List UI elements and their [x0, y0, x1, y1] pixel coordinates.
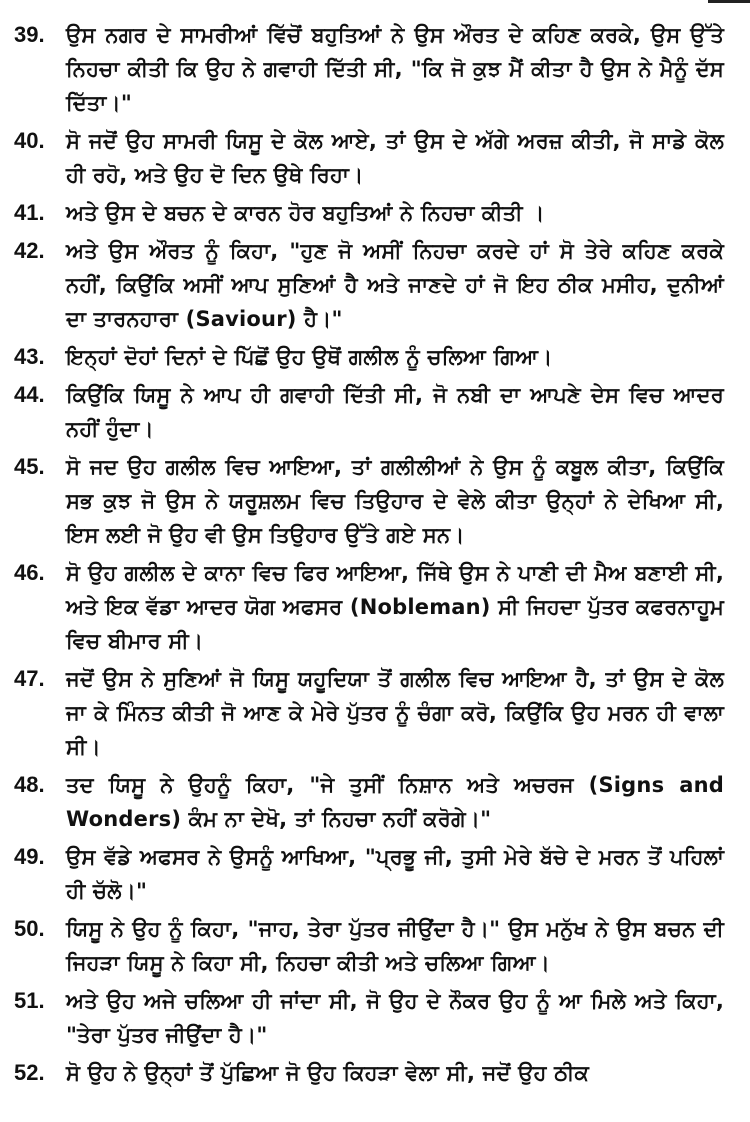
- verse-text: ਉਸ ਨਗਰ ਦੇ ਸਾਮਰੀਆਂ ਵਿੱਚੋਂ ਬਹੁਤਿਆਂ ਨੇ ਉਸ ਔਰਤ ਦੇ ਕਹਿਣ ਕਰਕੇ, ਉਸ ਉੱਤੇ ਨਿਹਚਾ ਕੀਤੀ ਕਿ ਉਹ ਨੇ ਗਵਾਹੀ ਦਿੱਤੀ ਸੀ, "ਕਿ ਜੋ ਕੁਝ ਮੈਂ ਕੀਤਾ ਹੈ ਉਸ ਨੇ ਮੈਨੂੰ ਦੱਸ ਦਿੱਤਾ।": [66, 23, 724, 115]
- verse-39: [14, 18, 724, 120]
- verse-50: [14, 912, 724, 980]
- verse-text: ਜਦੋਂ ਉਸ ਨੇ ਸੁਣਿਆਂ ਜੋ ਯਿਸੂ ਯਹੂਦਿਯਾ ਤੋਂ ਗਲੀਲ ਵਿਚ ਆਇਆ ਹੈ, ਤਾਂ ਉਸ ਦੇ ਕੋਲ ਜਾ ਕੇ ਮਿੰਨਤ ਕੀਤੀ ਜੋ ਆਣ ਕੇ ਮੇਰੇ ਪੁੱਤਰ ਨੂੰ ਚੰਗਾ ਕਰੋ, ਕਿਉਂਕਿ ਉਹ ਮਰਨ ਹੀ ਵਾਲਾ ਸੀ।: [66, 667, 724, 759]
- verse-47: [14, 662, 724, 764]
- verse-number: 40.: [14, 128, 45, 153]
- verse-text: ਸੋ ਉਹ ਨੇ ਉਨ੍ਹਾਂ ਤੋਂ ਪੁੱਛਿਆ ਜੋ ਉਹ ਕਿਹੜਾ ਵੇਲਾ ਸੀ, ਜਦੋਂ ਉਹ ਠੀਕ: [66, 1061, 589, 1085]
- verse-46: [14, 556, 724, 658]
- verse-text: ਇਨ੍ਹਾਂ ਦੋਹਾਂ ਦਿਨਾਂ ਦੇ ਪਿੱਛੋਂ ਉਹ ਉਥੋਂ ਗਲੀਲ ਨੂੰ ਚਲਿਆ ਗਿਆ।: [66, 345, 553, 369]
- verse-number: 50.: [14, 916, 45, 941]
- verse-text: ਸੋ ਜਦ ਉਹ ਗਲੀਲ ਵਿਚ ਆਇਆ, ਤਾਂ ਗਲੀਲੀਆਂ ਨੇ ਉਸ ਨੂੰ ਕਬੂਲ ਕੀਤਾ, ਕਿਉਂਕਿ ਸਭ ਕੁਝ ਜੋ ਉਸ ਨੇ ਯਰੂਸ਼ਲਮ ਵਿਚ ਤਿਉਹਾਰ ਦੇ ਵੇਲੇ ਕੀਤਾ ਉਨ੍ਹਾਂ ਨੇ ਦੇਖਿਆ ਸੀ, ਇਸ ਲਈ ਜੋ ਉਹ ਵੀ ਉਸ ਤਿਉਹਾਰ ਉੱਤੇ ਗਏ ਸਨ।: [66, 455, 724, 547]
- verse-number: 45.: [14, 454, 45, 479]
- verse-number: 52.: [14, 1060, 45, 1085]
- verse-48: [14, 768, 724, 836]
- verse-text: ਸੋ ਜਦੋਂ ਉਹ ਸਾਮਰੀ ਯਿਸੂ ਦੇ ਕੋਲ ਆਏ, ਤਾਂ ਉਸ ਦੇ ਅੱਗੇ ਅਰਜ਼ ਕੀਤੀ, ਜੋ ਸਾਡੇ ਕੋਲ ਹੀ ਰਹੋ, ਅਤੇ ਉਹ ਦੋ ਦਿਨ ਉਥੇ ਰਿਹਾ।: [66, 129, 724, 187]
- verse-44: [14, 378, 724, 446]
- verse-45: [14, 450, 724, 552]
- verse-number: 51.: [14, 988, 45, 1013]
- verse-41: [14, 196, 724, 230]
- verse-number: 46.: [14, 560, 45, 585]
- top-divider: [708, 0, 750, 3]
- verse-number: 49.: [14, 844, 45, 869]
- verse-number: 39.: [14, 22, 45, 47]
- verse-43: [14, 340, 724, 374]
- verse-51: [14, 984, 724, 1052]
- verse-number: 48.: [14, 772, 45, 797]
- verse-number: 42.: [14, 238, 45, 263]
- verse-42: [14, 234, 724, 336]
- verse-49: [14, 840, 724, 908]
- verse-text: ਕਿਉਂਕਿ ਯਿਸੂ ਨੇ ਆਪ ਹੀ ਗਵਾਹੀ ਦਿੱਤੀ ਸੀ, ਜੋ ਨਬੀ ਦਾ ਆਪਣੇ ਦੇਸ ਵਿਚ ਆਦਰ ਨਹੀਂ ਹੁੰਦਾ।: [66, 383, 724, 441]
- verse-text: ਉਸ ਵੱਡੇ ਅਫਸਰ ਨੇ ਉਸਨੂੰ ਆਖਿਆ, "ਪ੍ਰਭੂ ਜੀ, ਤੁਸੀ ਮੇਰੇ ਬੱਚੇ ਦੇ ਮਰਨ ਤੋਂ ਪਹਿਲਾਂ ਹੀ ਚੱਲੋ।": [66, 845, 724, 903]
- verse-number: 44.: [14, 382, 45, 407]
- verse-number: 41.: [14, 200, 45, 225]
- verse-text: ਅਤੇ ਉਸ ਦੇ ਬਚਨ ਦੇ ਕਾਰਨ ਹੋਰ ਬਹੁਤਿਆਂ ਨੇ ਨਿਹਚਾ ਕੀਤੀ ।: [66, 201, 545, 225]
- verse-text: ਯਿਸੂ ਨੇ ਉਹ ਨੂੰ ਕਿਹਾ, "ਜਾਹ, ਤੇਰਾ ਪੁੱਤਰ ਜੀਉਂਦਾ ਹੈ।" ਉਸ ਮਨੁੱਖ ਨੇ ਉਸ ਬਚਨ ਦੀ ਜਿਹੜਾ ਯਿਸੂ ਨੇ ਕਿਹਾ ਸੀ, ਨਿਹਚਾ ਕੀਤੀ ਅਤੇ ਚਲਿਆ ਗਿਆ।: [66, 917, 724, 975]
- verse-40: [14, 124, 724, 192]
- verse-text: ਅਤੇ ਉਹ ਅਜੇ ਚਲਿਆ ਹੀ ਜਾਂਦਾ ਸੀ, ਜੋ ਉਹ ਦੇ ਨੌਕਰ ਉਹ ਨੂੰ ਆ ਮਿਲੇ ਅਤੇ ਕਿਹਾ, "ਤੇਰਾ ਪੁੱਤਰ ਜੀਉਂਦਾ ਹੈ।": [66, 989, 724, 1047]
- verse-text: ਅਤੇ ਉਸ ਔਰਤ ਨੂੰ ਕਿਹਾ, "ਹੁਣ ਜੋ ਅਸੀਂ ਨਿਹਚਾ ਕਰਦੇ ਹਾਂ ਸੋ ਤੇਰੇ ਕਹਿਣ ਕਰਕੇ ਨਹੀਂ, ਕਿਉਂਕਿ ਅਸੀਂ ਆਪ ਸੁਣਿਆਂ ਹੈ ਅਤੇ ਜਾਣਦੇ ਹਾਂ ਜੋ ਇਹ ਠੀਕ ਮਸੀਹ, ਦੁਨੀਆਂ ਦਾ ਤਾਰਨਹਾਰਾ (Saviour) ਹੈ।": [66, 239, 724, 331]
- verse-number: 47.: [14, 666, 45, 691]
- verse-text: ਸੋ ਉਹ ਗਲੀਲ ਦੇ ਕਾਨਾ ਵਿਚ ਫਿਰ ਆਇਆ, ਜਿੱਥੇ ਉਸ ਨੇ ਪਾਣੀ ਦੀ ਮੈਅ ਬਣਾਈ ਸੀ, ਅਤੇ ਇਕ ਵੱਡਾ ਆਦਰ ਯੋਗ ਅਫਸਰ (Nobleman) ਸੀ ਜਿਹਦਾ ਪੁੱਤਰ ਕਫਰਨਾਹੂਮ ਵਿਚ ਬੀਮਾਰ ਸੀ।: [66, 561, 724, 653]
- verse-number: 43.: [14, 344, 45, 369]
- verse-text: ਤਦ ਯਿਸੂ ਨੇ ਉਹਨੂੰ ਕਿਹਾ, "ਜੇ ਤੁਸੀਂ ਨਿਸ਼ਾਨ ਅਤੇ ਅਚਰਜ (Signs and Wonders) ਕੰਮ ਨਾ ਦੇਖੋ, ਤਾਂ ਨਿਹਚਾ ਨਹੀਂ ਕਰੋਗੇ।": [66, 773, 724, 831]
- verse-52: [14, 1056, 724, 1090]
